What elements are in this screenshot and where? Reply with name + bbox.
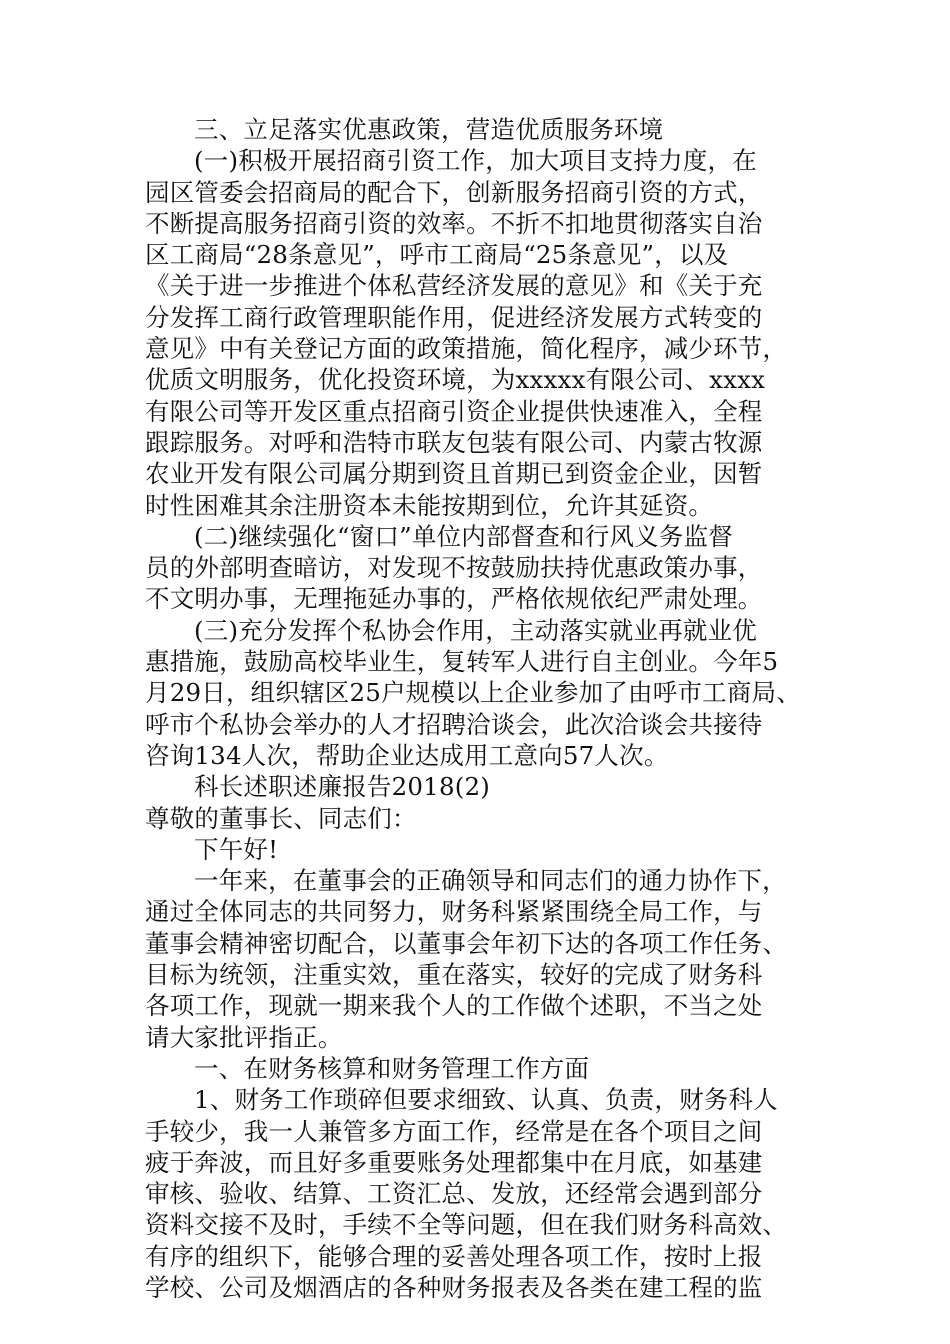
text-line: (二)继续强化“窗口”单位内部督查和行风义务监督 xyxy=(194,521,733,551)
document-page xyxy=(145,114,805,1303)
text-line: 学校、公司及烟酒店的各种财务报表及各类在建工程的监 xyxy=(145,1272,763,1302)
text-line: 惠措施，鼓励高校毕业生，复转军人进行自主创业。今年5 xyxy=(145,647,779,677)
text-line: 有序的组织下，能够合理的妥善处理各项工作，按时上报 xyxy=(145,1241,763,1271)
text-line: (一)积极开展招商引资工作，加大项目支持力度，在 xyxy=(194,146,757,176)
text-line: 意见》中有关登记方面的政策措施，简化程序，减少环节， xyxy=(145,334,788,364)
text-line: 一、在财务核算和财务管理工作方面 xyxy=(194,1053,590,1083)
text-line: 三、立足落实优惠政策，营造优质服务环境 xyxy=(194,115,664,144)
text-line: 手较少，我一人兼管多方面工作，经常是在各个项目之间 xyxy=(145,1116,763,1146)
text-line: 《关于进一步推进个体私营经济发展的意见》和《关于充 xyxy=(145,271,763,301)
text-line: 目标为统领，注重实效，重在落实，较好的完成了财务科 xyxy=(145,960,763,990)
text-line: 有限公司等开发区重点招商引资企业提供快速准入，全程 xyxy=(145,396,763,426)
text-line: (三)充分发挥个私协会作用，主动落实就业再就业优 xyxy=(194,615,757,645)
text-line: 跟踪服务。对呼和浩特市联友包装有限公司、内蒙古牧源 xyxy=(145,427,763,457)
text-line: 下午好! xyxy=(194,834,279,864)
text-line: 园区管委会招商局的配合下，创新服务招商引资的方式， xyxy=(145,177,763,207)
text-line: 董事会精神密切配合，以董事会年初下达的各项工作任务、 xyxy=(145,928,788,958)
text-line: 一年来，在董事会的正确领导和同志们的通力协作下， xyxy=(194,866,787,896)
text-line: 审核、验收、结算、工资汇总、发放，还经常会遇到部分 xyxy=(145,1179,763,1209)
text-line: 请大家批评指正。 xyxy=(145,1022,343,1052)
text-line: 不文明办事，无理拖延办事的，严格依规依纪严肃处理。 xyxy=(145,584,763,614)
text-line: 员的外部明查暗访，对发现不按鼓励扶持优惠政策办事， xyxy=(145,553,763,583)
text-line: 咨询134人次，帮助企业达成用工意向57人次。 xyxy=(145,740,669,770)
text-line: 农业开发有限公司属分期到资且首期已到资金企业，因暂 xyxy=(145,459,763,489)
text-line: 1、财务工作琐碎但要求细致、认真、负责，财务科人 xyxy=(194,1085,778,1115)
text-line: 尊敬的董事长、同志们： xyxy=(145,803,417,833)
text-line: 呼市个私协会举办的人才招聘洽谈会，此次洽谈会共接待 xyxy=(145,709,763,739)
text-line: 月29日，组织辖区25户规模以上企业参加了由呼市工商局、 xyxy=(145,678,801,708)
text-line: 优质文明服务，优化投资环境，为xxxxx有限公司、xxxx xyxy=(145,365,766,395)
text-line: 通过全体同志的共同努力，财务科紧紧围绕全局工作，与 xyxy=(145,897,763,927)
text-line: 科长述职述廉报告2018(2) xyxy=(194,772,491,802)
text-line: 分发挥工商行政管理职能作用，促进经济发展方式转变的 xyxy=(145,302,763,332)
text-line: 不断提高服务招商引资的效率。不折不扣地贯彻落实自治 xyxy=(145,208,763,238)
text-line: 时性困难其余注册资本未能按期到位，允许其延资。 xyxy=(145,490,714,520)
text-line: 疲于奔波，而且好多重要账务处理都集中在月底，如基建 xyxy=(145,1147,763,1177)
text-line: 各项工作，现就一期来我个人的工作做个述职，不当之处 xyxy=(145,991,763,1021)
text-line: 区工商局“28条意见”，呼市工商局“25条意见”，以及 xyxy=(145,240,729,270)
text-line: 资料交接不及时，手续不全等问题，但在我们财务科高效、 xyxy=(145,1210,788,1240)
